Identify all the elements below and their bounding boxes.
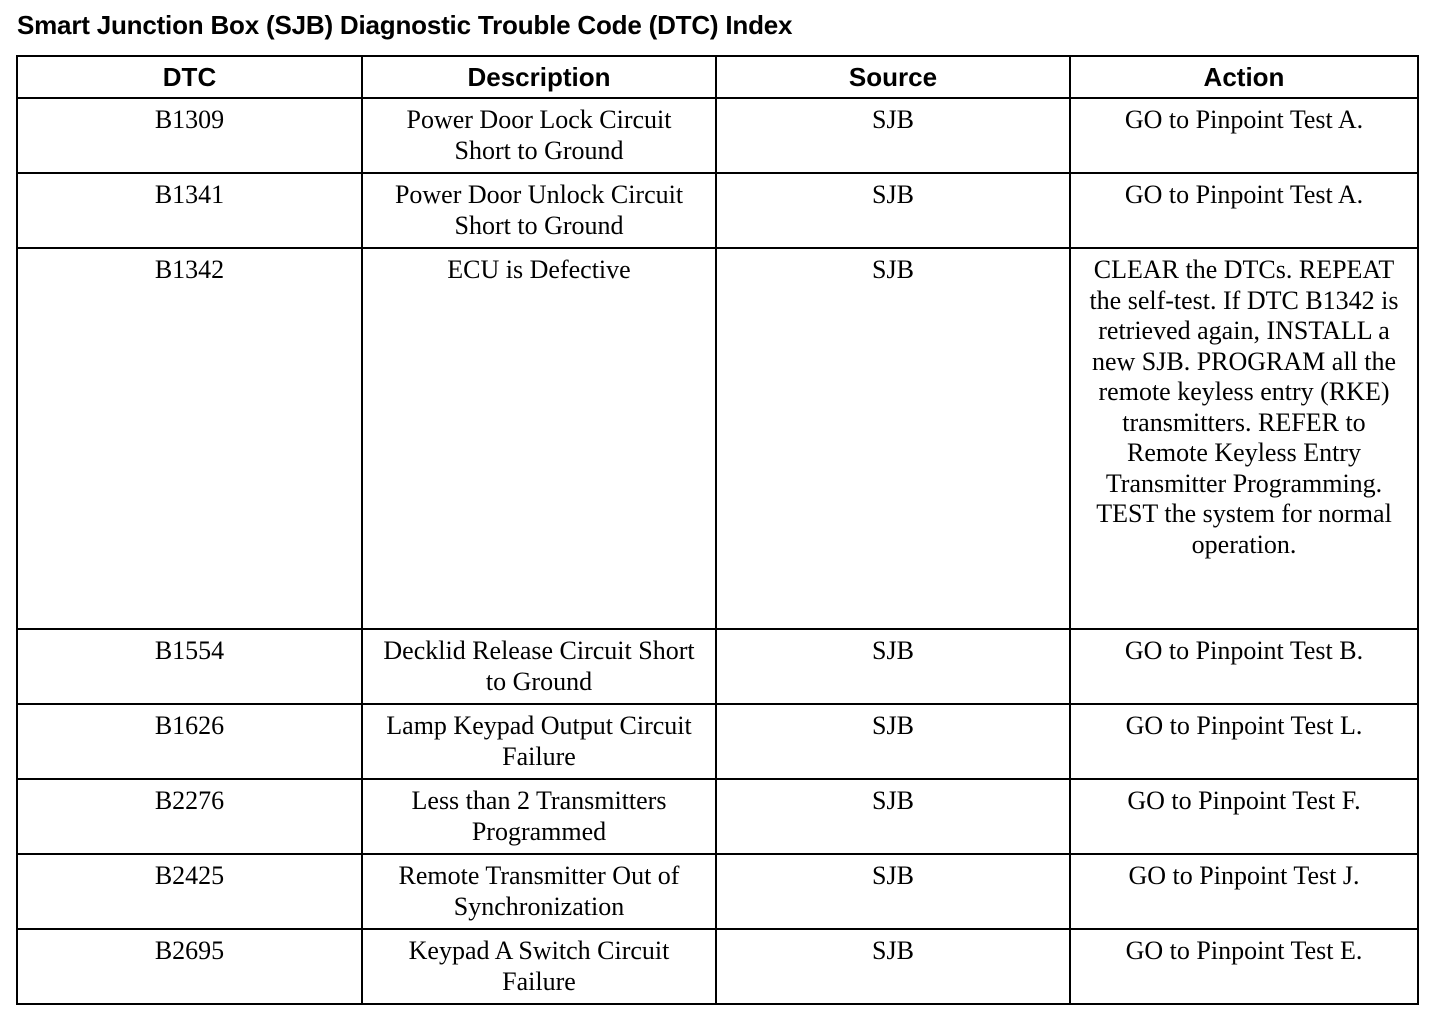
description-text: Decklid Release Circuit Short to Ground [383, 636, 695, 696]
source-cell: SJB [716, 98, 1070, 173]
column-header-dtc: DTC [17, 56, 362, 98]
table-header-row [17, 56, 1418, 98]
description-text: Power Door Lock Circuit Short to Ground [406, 105, 672, 165]
source-cell: SJB [716, 854, 1070, 929]
action-text: GO to Pinpoint Test A. [1124, 105, 1364, 134]
action-cell [1070, 704, 1418, 779]
table-row [17, 779, 1418, 854]
action-text: CLEAR the DTCs. REPEAT the self-test. If DTC B1342 is retrieved again, INSTALL a new SJB. PROGRAM all the remote keyless entry (RKE) transmitters. REFER to Remote Keyless Entry Transmitter Programming. TEST the system for normal operation. [1089, 255, 1399, 559]
table-row [17, 854, 1418, 929]
description-cell [362, 779, 716, 854]
description-cell [362, 854, 716, 929]
description-text: Less than 2 Transmitters Programmed [411, 786, 667, 846]
dtc-code-cell: B1341 [17, 173, 362, 248]
action-text: GO to Pinpoint Test A. [1124, 180, 1364, 209]
source-cell: SJB [716, 173, 1070, 248]
description-cell [362, 929, 716, 1004]
table-row [17, 704, 1418, 779]
action-text: GO to Pinpoint Test J. [1128, 861, 1360, 890]
description-text: Remote Transmitter Out of Synchronization [398, 861, 680, 921]
action-cell [1070, 98, 1418, 173]
dtc-index-table [16, 55, 1419, 1005]
description-cell [362, 704, 716, 779]
action-cell [1070, 929, 1418, 1004]
description-text: Keypad A Switch Circuit Failure [408, 936, 670, 996]
page-title: Smart Junction Box (SJB) Diagnostic Trouble Code (DTC) Index [17, 10, 793, 40]
table-row [17, 98, 1418, 173]
dtc-code-cell: B1554 [17, 629, 362, 704]
action-text: GO to Pinpoint Test F. [1127, 786, 1361, 815]
dtc-code-cell: B2276 [17, 779, 362, 854]
column-header-action: Action [1070, 56, 1418, 98]
column-header-description: Description [362, 56, 716, 98]
action-cell [1070, 854, 1418, 929]
description-cell [362, 98, 716, 173]
action-text: GO to Pinpoint Test E. [1125, 936, 1363, 965]
source-cell: SJB [716, 704, 1070, 779]
table-row [17, 248, 1418, 629]
description-text: Lamp Keypad Output Circuit Failure [386, 711, 692, 771]
source-cell: SJB [716, 779, 1070, 854]
dtc-code-cell: B1626 [17, 704, 362, 779]
column-header-source: Source [716, 56, 1070, 98]
description-cell [362, 629, 716, 704]
source-cell: SJB [716, 629, 1070, 704]
action-cell [1070, 248, 1418, 629]
dtc-code-cell: B2695 [17, 929, 362, 1004]
table-row [17, 173, 1418, 248]
source-cell: SJB [716, 929, 1070, 1004]
dtc-code-cell: B2425 [17, 854, 362, 929]
description-text: ECU is Defective [447, 255, 631, 284]
table-row [17, 929, 1418, 1004]
dtc-code-cell: B1309 [17, 98, 362, 173]
table-row [17, 629, 1418, 704]
description-cell [362, 248, 716, 629]
action-cell [1070, 629, 1418, 704]
source-cell: SJB [716, 248, 1070, 629]
action-text: GO to Pinpoint Test B. [1124, 636, 1364, 665]
action-cell [1070, 779, 1418, 854]
action-cell [1070, 173, 1418, 248]
dtc-code-cell: B1342 [17, 248, 362, 629]
action-text: GO to Pinpoint Test L. [1125, 711, 1363, 740]
description-text: Power Door Unlock Circuit Short to Ground [394, 180, 684, 240]
description-cell [362, 173, 716, 248]
